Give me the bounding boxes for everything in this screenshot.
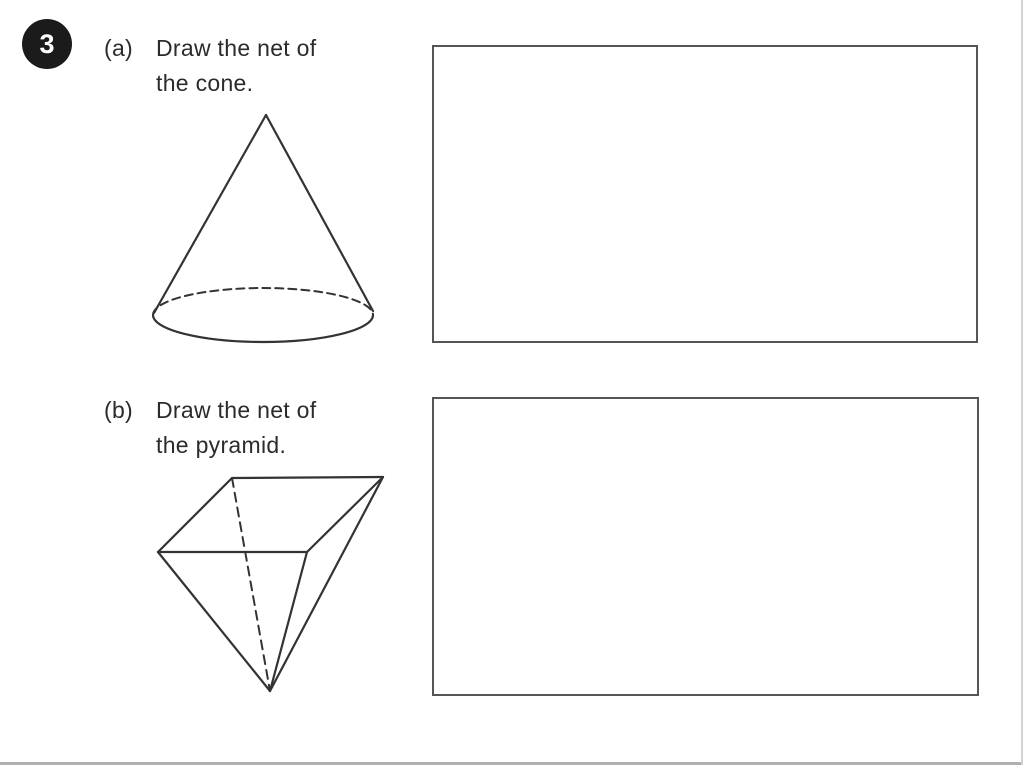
part-b-label: (b) xyxy=(104,397,134,423)
cone-figure xyxy=(140,100,390,360)
part-b-prompt-text xyxy=(156,393,316,463)
answer-box-a[interactable] xyxy=(432,45,978,343)
part-a-prompt xyxy=(104,31,316,101)
prompt-line: the cone. xyxy=(156,70,254,96)
prompt-line: Draw the net of xyxy=(156,397,317,423)
part-a-label: (a) xyxy=(104,35,134,61)
pyramid-hidden-edge xyxy=(232,478,270,691)
cone-right-slant xyxy=(266,115,373,311)
prompt-line: Draw the net of xyxy=(156,35,317,61)
cone-left-slant xyxy=(154,115,266,313)
pyramid-front-edges xyxy=(158,552,307,691)
pyramid-right-edge xyxy=(270,477,383,691)
pyramid-figure xyxy=(140,460,402,705)
prompt-line: the pyramid. xyxy=(156,432,287,458)
question-number-badge xyxy=(22,19,72,69)
cone-base-front-arc xyxy=(153,315,373,342)
page-bottom-edge xyxy=(0,762,1022,765)
answer-box-b[interactable] xyxy=(432,397,979,696)
question-number: 3 xyxy=(39,28,55,59)
part-b-prompt xyxy=(104,393,316,463)
part-a-prompt-text xyxy=(156,31,316,101)
cone-base-hidden-arc xyxy=(153,288,373,315)
page-right-edge xyxy=(1021,0,1023,765)
